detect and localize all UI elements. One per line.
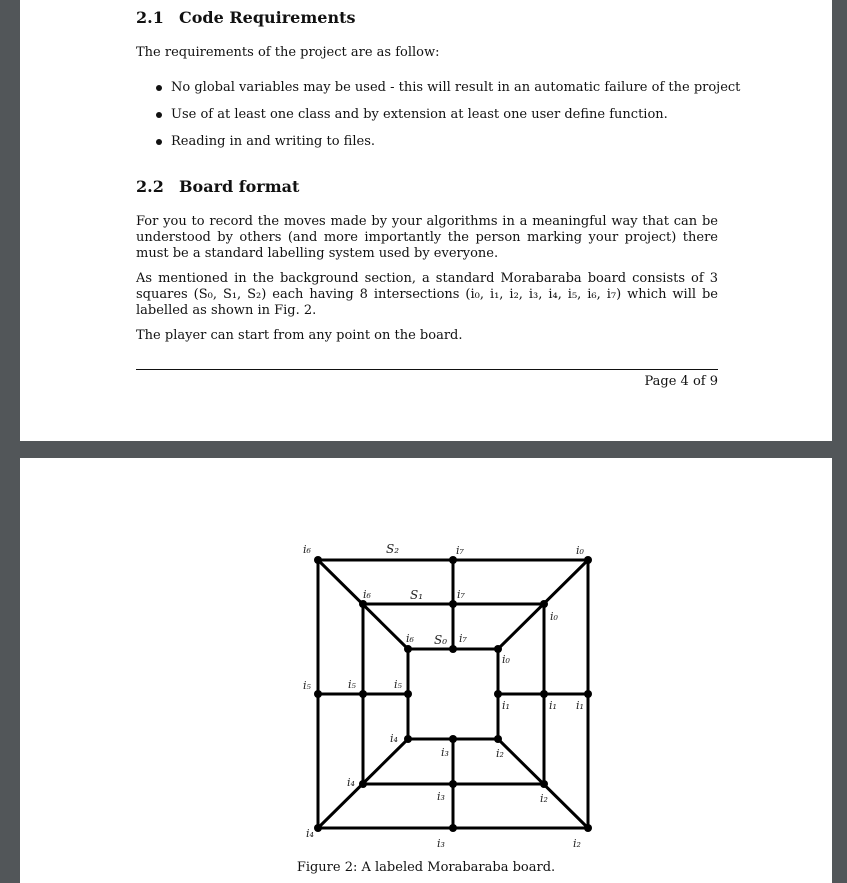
intersection-point bbox=[449, 735, 457, 743]
section-heading-board-format bbox=[136, 177, 299, 196]
intersection-label: i₇ bbox=[459, 632, 467, 645]
list-item bbox=[156, 107, 740, 134]
board-format-paragraph-1: For you to record the moves made by your algorithms in a meaningful way that can be understood by others (and more importantly the person marking your project) there must be a standard labelling system used by everyone. bbox=[136, 214, 718, 261]
intersection-point bbox=[449, 780, 457, 788]
intersection-label: i₁ bbox=[576, 699, 584, 712]
inner-square-s0 bbox=[408, 649, 498, 739]
page-5 bbox=[20, 458, 832, 883]
intersection-label: i₁ bbox=[502, 699, 510, 712]
square-label-s1: S₁ bbox=[410, 588, 424, 602]
section-number: 2.1 bbox=[136, 8, 164, 27]
intersection-label: i₆ bbox=[406, 632, 414, 645]
intersection-point bbox=[449, 824, 457, 832]
intersection-point bbox=[584, 690, 592, 698]
board-format-paragraph-3: The player can start from any point on the board. bbox=[136, 328, 463, 343]
square-label-s0: S₀ bbox=[434, 633, 448, 647]
intersection-label: i₇ bbox=[456, 544, 464, 557]
intersection-label: i₃ bbox=[437, 837, 445, 850]
square-label-s2: S₂ bbox=[386, 542, 400, 556]
requirements-intro: The requirements of the project are as follow: bbox=[136, 45, 440, 60]
intersection-point bbox=[314, 690, 322, 698]
intersection-point bbox=[494, 690, 502, 698]
board-format-paragraph-2: As mentioned in the background section, a standard Morabaraba board consists of 3 squares (S₀, S₁, S₂) each having 8 intersections (i₀, i₁, i₂, i₃, i₄, i₅, i₆, i₇) which will be labelled as shown in Fig. 2. bbox=[136, 271, 718, 318]
intersection-label: i₀ bbox=[502, 653, 510, 666]
intersection-label: i₆ bbox=[303, 543, 311, 556]
list-item bbox=[156, 80, 740, 107]
intersection-label: i₄ bbox=[306, 827, 314, 840]
requirements-list bbox=[156, 80, 740, 161]
intersection-label: i₆ bbox=[363, 588, 371, 601]
section-number: 2.2 bbox=[136, 177, 164, 196]
intersection-label: i₄ bbox=[390, 732, 398, 745]
page-number: Page 4 of 9 bbox=[644, 374, 718, 389]
list-item bbox=[156, 134, 740, 161]
intersection-label: i₅ bbox=[348, 678, 356, 691]
intersection-point bbox=[540, 780, 548, 788]
list-item-text: Reading in and writing to files. bbox=[171, 134, 375, 149]
bullet-icon bbox=[156, 112, 162, 118]
intersection-point bbox=[404, 645, 412, 653]
intersection-label: i₃ bbox=[441, 746, 449, 759]
intersection-point bbox=[314, 824, 322, 832]
intersection-label: i₇ bbox=[457, 588, 465, 601]
intersection-point bbox=[584, 556, 592, 564]
list-item-text: Use of at least one class and by extension at least one user define function. bbox=[171, 107, 668, 122]
intersection-point bbox=[314, 556, 322, 564]
footer-rule bbox=[136, 369, 718, 370]
intersection-point bbox=[359, 600, 367, 608]
bullet-icon bbox=[156, 139, 162, 145]
intersection-point bbox=[404, 690, 412, 698]
intersection-point bbox=[449, 556, 457, 564]
section-heading-code-requirements bbox=[136, 8, 355, 27]
intersection-point bbox=[359, 780, 367, 788]
page-4 bbox=[20, 0, 832, 441]
list-item-text: No global variables may be used - this will result in an automatic failure of the project bbox=[171, 80, 741, 95]
intersection-point bbox=[494, 735, 502, 743]
intersection-label: i₂ bbox=[540, 792, 548, 805]
morabaraba-board-figure bbox=[272, 536, 592, 856]
intersection-point bbox=[540, 690, 548, 698]
intersection-point bbox=[449, 600, 457, 608]
intersection-label: i₂ bbox=[496, 747, 504, 760]
bullet-icon bbox=[156, 85, 162, 91]
intersection-label: i₀ bbox=[576, 544, 584, 557]
intersection-label: i₃ bbox=[437, 790, 445, 803]
intersection-label: i₁ bbox=[549, 699, 557, 712]
section-title: Board format bbox=[179, 177, 300, 196]
intersection-point bbox=[404, 735, 412, 743]
intersection-point bbox=[584, 824, 592, 832]
intersection-point bbox=[449, 645, 457, 653]
figure-caption: Figure 2: A labeled Morabaraba board. bbox=[296, 860, 556, 875]
intersection-point bbox=[359, 690, 367, 698]
intersection-point bbox=[540, 600, 548, 608]
intersection-label: i₀ bbox=[550, 610, 558, 623]
intersection-point bbox=[494, 645, 502, 653]
intersection-label: i₅ bbox=[394, 678, 402, 691]
section-title: Code Requirements bbox=[179, 8, 356, 27]
intersection-label: i₄ bbox=[347, 776, 355, 789]
intersection-label: i₅ bbox=[303, 679, 311, 692]
intersection-label: i₂ bbox=[573, 837, 581, 850]
